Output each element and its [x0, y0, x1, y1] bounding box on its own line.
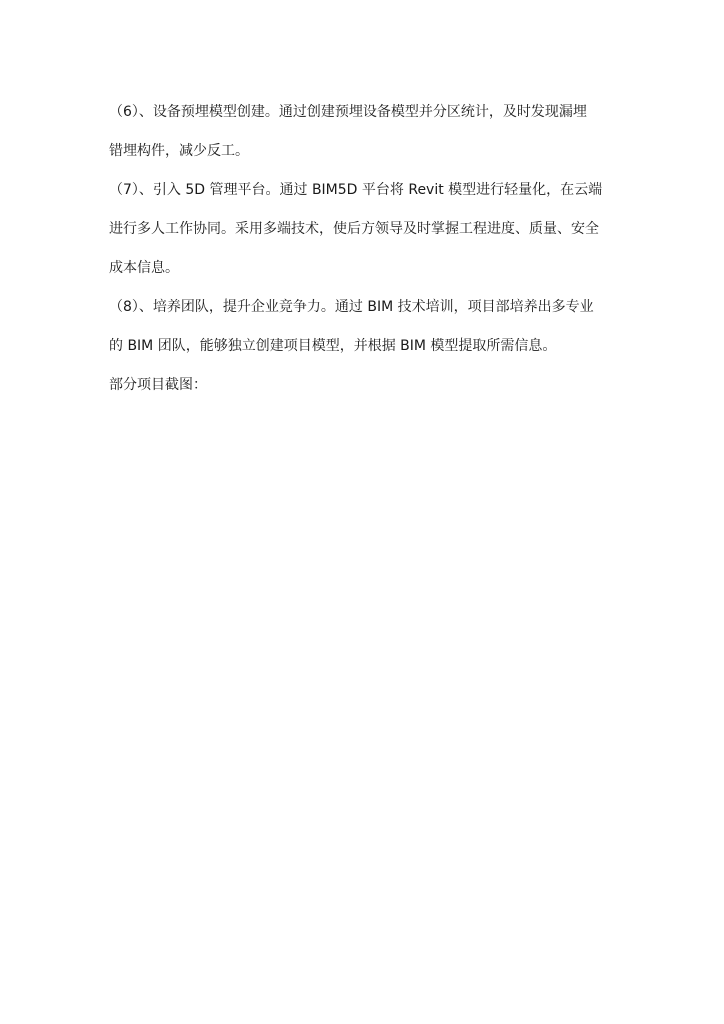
text-line: （6）、设备预埋模型创建。通过创建预埋设备模型并分区统计，及时发现漏埋: [109, 104, 587, 120]
text-line: 错埋构件，减少反工。: [109, 143, 249, 159]
text-line: 部分项目截图：: [109, 377, 207, 393]
text-line: 成本信息。: [109, 260, 179, 276]
text-line: （7）、引入 5D 管理平台。通过 BIM5D 平台将 Revit 模型进行轻量化，在云端: [109, 182, 603, 198]
text-line: 进行多人工作协同。采用多端技术，使后方领导及时掌握工程进度、质量、安全: [109, 221, 599, 237]
body-text: [109, 102, 619, 395]
text-line: （8）、培养团队，提升企业竞争力。通过 BIM 技术培训，项目部培养出多专业: [109, 299, 594, 315]
text-line: 的 BIM 团队，能够独立创建项目模型，并根据 BIM 模型提取所需信息。: [109, 338, 557, 354]
